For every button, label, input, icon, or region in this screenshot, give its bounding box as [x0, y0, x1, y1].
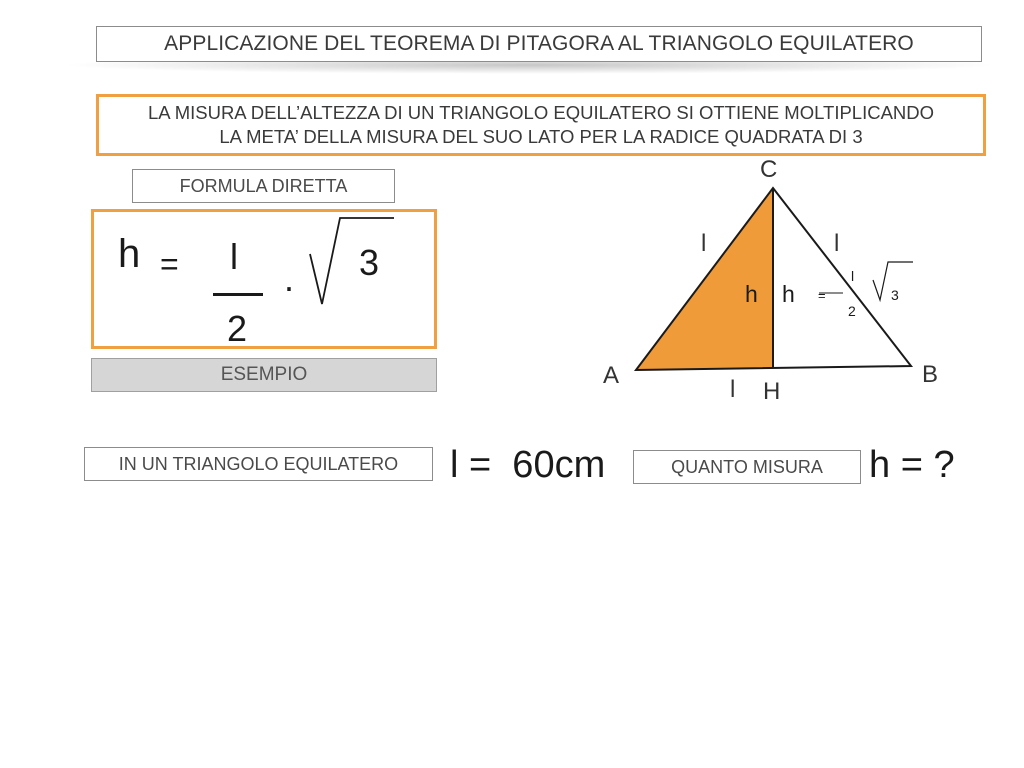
question-label-box — [633, 450, 861, 484]
formula-equals: = — [160, 246, 179, 282]
question-label: QUANTO MISURA — [671, 456, 823, 477]
mini-numerator: l — [851, 268, 855, 284]
side-left-label: l — [701, 230, 707, 257]
formula-label: FORMULA DIRETTA — [179, 175, 348, 196]
page-title-text: APPLICAZIONE DEL TEOREMA DI PITAGORA AL TRIANGOLO EQUILATERO — [164, 32, 914, 55]
question-value: h = ? — [869, 444, 955, 486]
vertex-c-label: C — [760, 156, 778, 183]
given-label: IN UN TRIANGOLO EQUILATERO — [118, 453, 399, 474]
height-outer-label: h — [782, 281, 795, 307]
formula-denominator: 2 — [227, 308, 248, 349]
formula-box — [91, 209, 437, 349]
equilateral-triangle-diagram — [590, 150, 970, 410]
statement-line-1: LA MISURA DELL’ALTEZZA DI UN TRIANGOLO EQUILATERO SI OTTIENE MOLTIPLICANDO — [147, 102, 935, 123]
formula-numerator: l — [230, 236, 238, 277]
mini-equals: = — [818, 288, 826, 303]
side-right-label: l — [834, 230, 840, 257]
example-label-box — [91, 358, 437, 392]
given-label-box — [84, 447, 433, 481]
formula-dot: . — [284, 258, 295, 299]
height-inner-label: h — [745, 281, 758, 307]
formula-radicand: 3 — [359, 242, 380, 283]
given-value: l = 60cm — [450, 444, 606, 486]
example-label: ESEMPIO — [220, 364, 308, 385]
page-title — [96, 26, 982, 62]
vertex-b-label: B — [922, 361, 939, 388]
sqrt-sign-icon — [308, 214, 398, 310]
mini-denominator: 2 — [848, 303, 856, 319]
statement-line-2: LA META’ DELLA MISURA DEL SUO LATO PER LA RADICE QUADRATA DI 3 — [219, 126, 863, 147]
formula-label-box — [132, 169, 395, 203]
mini-radicand: 3 — [891, 287, 899, 303]
fraction-bar — [213, 293, 263, 296]
foot-h-label: H — [763, 378, 781, 405]
base-label: l — [730, 376, 736, 403]
formula-h: h — [118, 232, 141, 276]
statement-box — [96, 94, 986, 156]
vertex-a-label: A — [603, 362, 620, 389]
